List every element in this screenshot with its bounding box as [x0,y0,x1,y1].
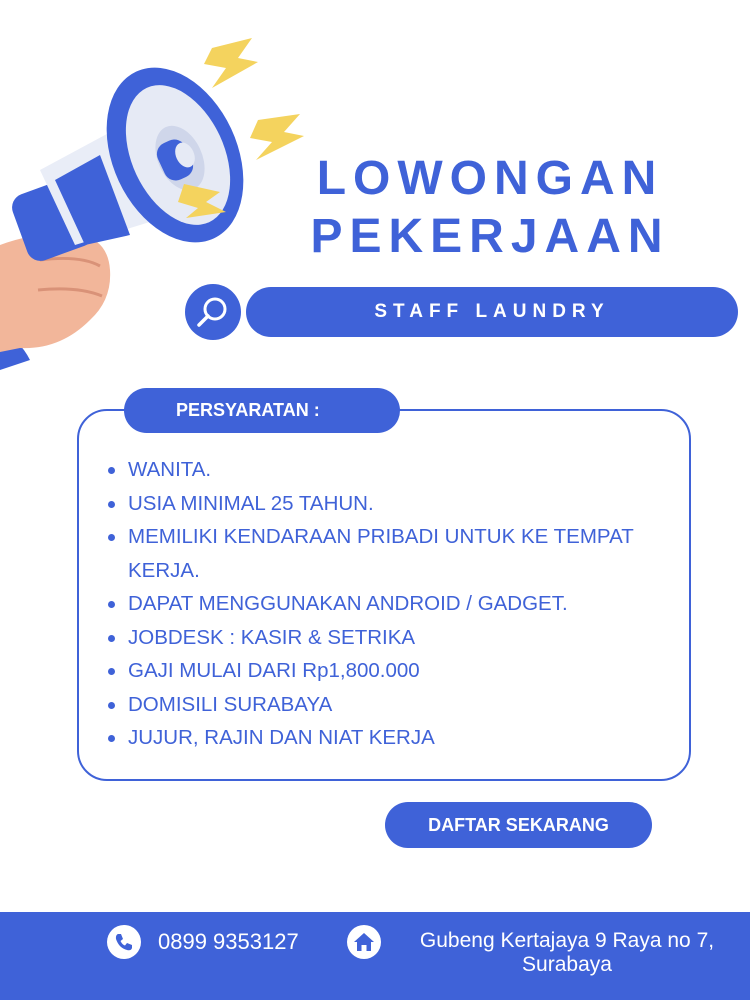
phone-icon [107,925,141,959]
list-item: DOMISILI SURABAYA [108,688,668,722]
phone-number: 0899 9353127 [158,929,299,954]
title-line-1: LOWONGAN [316,152,664,205]
apply-now-button[interactable]: DAFTAR SEKARANG [385,802,652,848]
list-item: DAPAT MENGGUNAKAN ANDROID / GADGET. [108,587,668,621]
page-title [250,150,730,266]
home-icon [347,925,381,959]
list-item: JUJUR, RAJIN DAN NIAT KERJA [108,721,668,755]
footer [0,912,750,1000]
requirements-list [108,453,668,755]
list-item: GAJI MULAI DARI Rp1,800.000 [108,654,668,688]
list-item: WANITA. [108,453,668,487]
address-line-2: Surabaya [522,953,612,976]
requirements-heading: PERSYARATAN : [124,388,400,433]
list-item: MEMILIKI KENDARAAN PRIBADI UNTUK KE TEMPAT KERJA. [108,520,668,587]
search-icon [185,284,241,340]
address-line-1: Gubeng Kertajaya 9 Raya no 7, [419,929,715,952]
address [392,929,742,977]
list-item: JOBDESK : KASIR & SETRIKA [108,621,668,655]
search-badge [185,284,241,340]
title-line-2: PEKERJAAN [310,210,670,263]
list-item: USIA MINIMAL 25 TAHUN. [108,487,668,521]
position-title: STAFF LAUNDRY [246,287,738,337]
